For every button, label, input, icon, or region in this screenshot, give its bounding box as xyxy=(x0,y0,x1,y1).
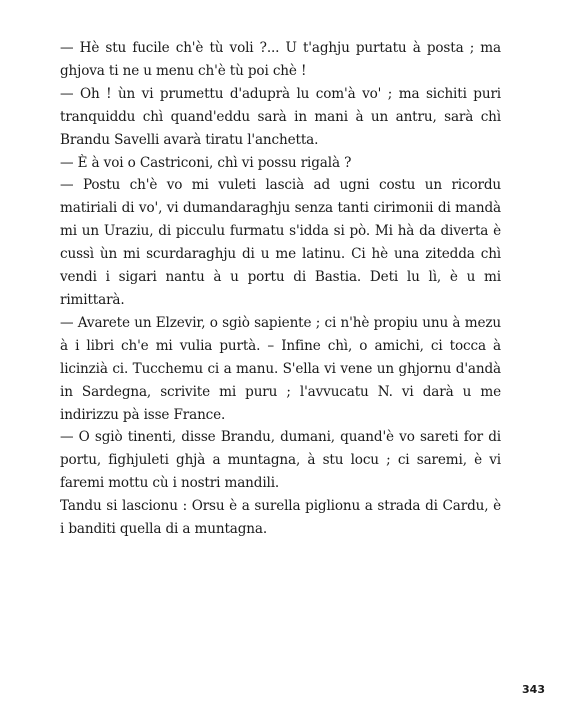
body-text xyxy=(60,37,501,541)
paragraph: — È à voi o Castriconi, chì vi possu rigalà ? xyxy=(60,154,352,171)
paragraph: — Oh ! ùn vi prumettu d'aduprà lu com'à vo' ; ma sichiti puri tranquiddu chì quand'eddu sarà in mani à un antru, sarà chì Brandu Savelli avarà tiratu l'anchetta. xyxy=(60,85,501,148)
paragraph: — Postu ch'è vo mi vuleti lascià ad ugni costu un ricordu matiriali di vo', vi dumandaraghju senza tanti cirimonii di mandà mi un Uraziu, di picculu furmatu s'idda si pò. Mi hà da diverta è cussì ùn mi scurdaraghju di u me latinu. Ci hè una zitedda chì vendi i sigari nantu à u portu di Bastia. Deti lu lì, è u mi rimittarà. xyxy=(60,177,501,308)
paragraph: Tandu si lascionu : Orsu è a surella piglionu a strada di Cardu, è i banditi quella di a muntagna. xyxy=(60,498,501,538)
paragraph: — Hè stu fucile ch'è tù voli ?... U t'aghju purtatu à posta ; ma ghjova ti ne u menu ch'è tù poi chè ! xyxy=(60,40,501,79)
page-number: 343 xyxy=(522,683,545,696)
paragraph: — Avarete un Elzevir, o sgiò sapiente ; ci n'hè propiu unu à mezu à i libri ch'e mi vulia purtà. – Infine chì, o amichi, ci tocca à licinzià ci. Tucchemu ci a manu. S'ella vi vene un ghjornu d'andà in Sardegna, scrivite mi puru ; l'avvucatu N. vi darà u me indirizzu pà isse France. xyxy=(60,314,501,423)
paragraph: — O sgiò tinenti, disse Brandu, dumani, quand'è vo sareti for di portu, fighjuleti ghjà a muntagna, à stu locu ; ci saremi, è vi faremi mottu cù i nostri mandili. xyxy=(60,429,501,492)
